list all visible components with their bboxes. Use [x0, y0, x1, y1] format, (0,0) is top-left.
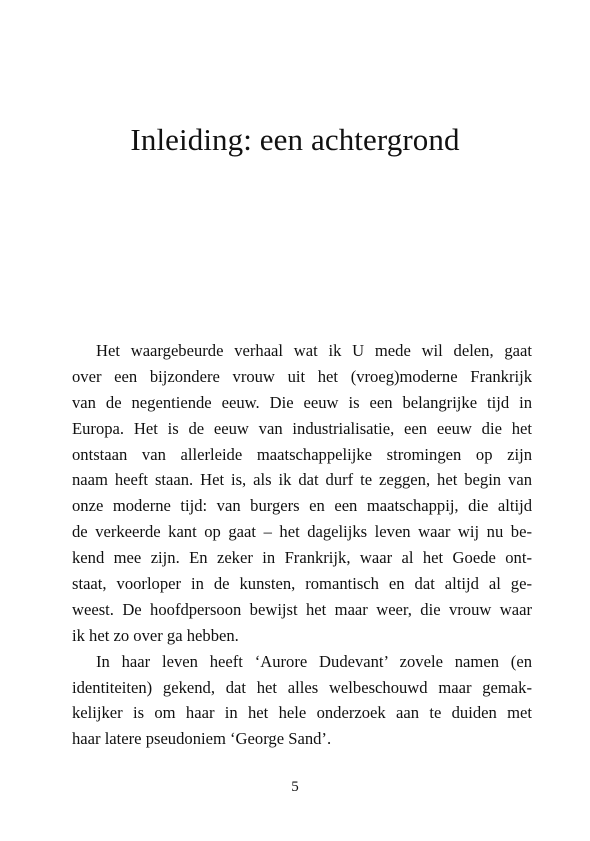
text-line: de verkeerde kant op gaat – het dagelijks leven waar wij nu be- [72, 522, 532, 542]
text-line: In haar leven heeft ‘Aurore Dudevant’ zovele namen (en [96, 651, 532, 671]
text-line: identiteiten) gekend, dat het alles welbeschouwd maar gemak- [72, 677, 532, 697]
text-line: Europa. Het is de eeuw van industrialisatie, een eeuw die het [72, 418, 532, 438]
text-line: ontstaan van allerleide maatschappelijke stromingen op zijn [72, 444, 532, 464]
body-text [72, 338, 532, 752]
text-line: kend mee zijn. En zeker in Frankrijk, waar al het Goede ont- [72, 548, 532, 568]
text-line: haar latere pseudoniem ‘George Sand’. [72, 729, 332, 749]
text-line: kelijker is om haar in het hele onderzoek aan te duiden met [72, 703, 532, 723]
page-number: 5 [291, 779, 299, 795]
text-line: Het waargebeurde verhaal wat ik U mede wil delen, gaat [96, 341, 532, 360]
paragraph-1 [72, 338, 532, 649]
text-line: onze moderne tijd: van burgers en een maatschappij, die altijd [72, 496, 532, 516]
text-line: ik het zo over ga hebben. [72, 625, 239, 645]
text-line: staat, voorloper in de kunsten, romantisch en dat altijd al ge- [72, 574, 532, 594]
text-line: naam heeft staan. Het is, als ik dat durf te zeggen, het begin van [72, 470, 532, 490]
chapter-title: Inleiding: een achtergrond [130, 122, 460, 157]
text-line: over een bijzondere vrouw uit het (vroeg)moderne Frankrijk [72, 366, 532, 386]
text-line: weest. De hoofdpersoon bewijst het maar weer, die vrouw waar [72, 599, 532, 619]
text-line: van de negentiende eeuw. Die eeuw is een belangrijke tijd in [72, 392, 532, 412]
paragraph-2 [72, 649, 532, 753]
